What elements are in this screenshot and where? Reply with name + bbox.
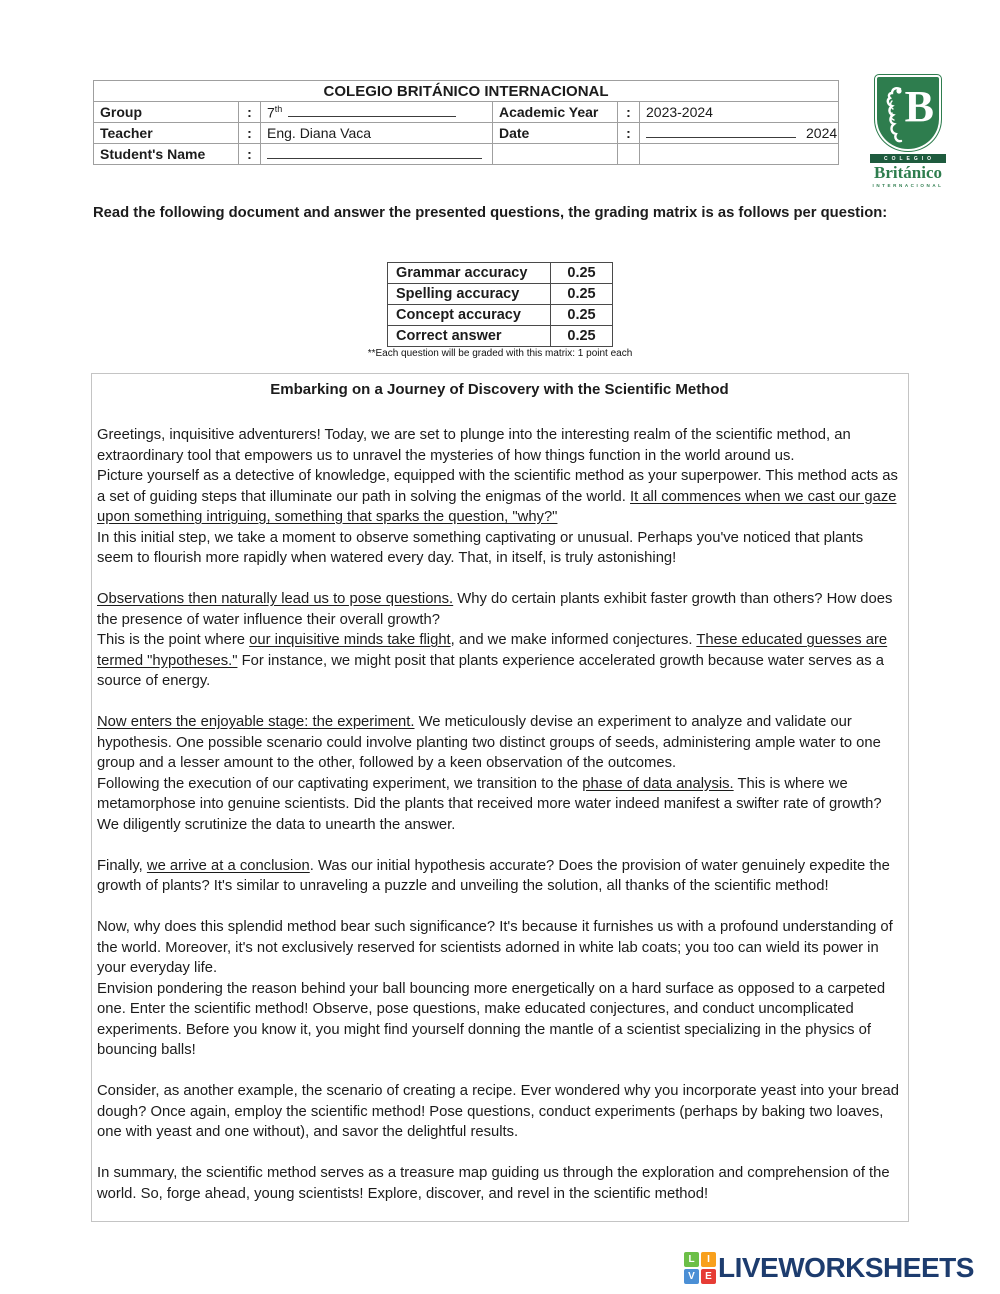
logo-letter-i: I bbox=[701, 1252, 716, 1267]
document-paragraph: In summary, the scientific method serves as a treasure map guiding us through the exploration and comprehension of the world. So, forge ahead, young scientists! Explore, discover, and revel in the scientific method! bbox=[97, 1165, 890, 1202]
logo-britanico-text: Británico bbox=[874, 163, 942, 182]
paragraph-gap bbox=[97, 692, 902, 713]
group-value bbox=[261, 102, 493, 123]
group-label: Group bbox=[94, 102, 239, 123]
document-paragraph: Greetings, inquisitive adventurers! Today, we are set to plunge into the interesting realm of the scientific method, an extraordinary tool that empowers us to unravel the mysteries of how things function in the world around us. bbox=[97, 427, 851, 464]
colon-separator: : bbox=[239, 144, 261, 165]
matrix-criterion: Concept accuracy bbox=[388, 305, 551, 326]
matrix-criterion: Correct answer bbox=[388, 326, 551, 347]
document-paragraph: Now enters the enjoyable stage: the experiment. We meticulously devise an experiment to analyze and validate our hypothesis. One possible scenario could involve planting two distinct groups of seeds, administering ample water to one group and a lesser amount to the other, followed by a keen observation of the outcomes. bbox=[97, 714, 881, 771]
date-blank-line bbox=[646, 125, 796, 138]
grading-matrix-section bbox=[0, 262, 1000, 359]
document-paragraph: Envision pondering the reason behind your ball bouncing more energetically on a hard surface as opposed to a carpeted one. Enter the scientific method! Observe, pose questions, make educated conjectures, and conduct uncomplicated experiments. Before you know it, you might find yourself donning the mantle of a scientist specializing in the physics of bouncing balls! bbox=[97, 980, 886, 1058]
document-paragraph: Consider, as another example, the scenario of creating a recipe. Ever wondered why you incorporate yeast into your bread dough? Once again, employ the scientific method! Pose questions, conduct experiments (perhaps by baking two loaves, one with yeast and one without), and savor the delightful results. bbox=[97, 1083, 899, 1140]
table-row bbox=[388, 284, 613, 305]
liveworksheets-logo[interactable] bbox=[684, 1252, 974, 1284]
academic-year-value: 2023-2024 bbox=[640, 102, 839, 123]
table-row bbox=[94, 102, 839, 123]
shield-letter: B bbox=[904, 82, 934, 131]
date-year: 2024 bbox=[806, 125, 838, 141]
student-name-label: Student's Name bbox=[94, 144, 239, 165]
group-ordinal-suffix: th bbox=[274, 103, 283, 114]
paragraph-gap bbox=[97, 835, 902, 856]
matrix-footnote: **Each question will be graded with this matrix: 1 point each bbox=[367, 348, 633, 359]
document-title: Embarking on a Journey of Discovery with the Scientific Method bbox=[270, 381, 729, 398]
paragraph-gap bbox=[97, 569, 902, 590]
document-paragraph: Observations then naturally lead us to pose questions. Why do certain plants exhibit faster growth than others? How does the presence of water influence their overall growth? bbox=[97, 591, 893, 628]
date-value bbox=[640, 123, 839, 144]
shield-icon bbox=[875, 75, 941, 151]
table-row bbox=[388, 263, 613, 284]
table-row bbox=[94, 123, 839, 144]
liveworksheets-wordmark: LIVEWORKSHEETS bbox=[718, 1252, 974, 1283]
teacher-label: Teacher bbox=[94, 123, 239, 144]
grading-matrix-table bbox=[387, 262, 613, 347]
table-row bbox=[94, 81, 839, 102]
colon-separator: : bbox=[618, 102, 640, 123]
paragraph-gap bbox=[97, 1061, 902, 1082]
matrix-value: 0.25 bbox=[551, 263, 613, 284]
document-paragraphs bbox=[97, 425, 902, 1204]
header-info-table bbox=[93, 80, 839, 165]
empty-cell bbox=[640, 144, 839, 165]
document-paragraph: In this initial step, we take a moment to observe something captivating or unusual. Perhaps you've noticed that plants seem to flourish more rapidly when watered every day. That, in itself, is truly astonishing! bbox=[97, 529, 864, 566]
paragraph-gap bbox=[97, 897, 902, 918]
document-paragraph: This is the point where our inquisitive minds take flight, and we make informed conjectures. These educated guesses are termed "hypotheses." For instance, we might posit that plants experience accelerated growth because water serves as a source of energy. bbox=[97, 632, 888, 689]
empty-cell bbox=[493, 144, 618, 165]
matrix-criterion: Grammar accuracy bbox=[388, 263, 551, 284]
logo-internacional-text: INTERNACIONAL bbox=[872, 182, 944, 188]
document-paragraph: Following the execution of our captivating experiment, we transition to the phase of data analysis. This is where we metamorphose into genuine scientists. Did the plants that received more water indeed manifest a swifter rate of growth? We diligently scrutinize the data to unearth the answer. bbox=[97, 775, 882, 833]
colon-separator: : bbox=[618, 123, 640, 144]
student-name-blank-line bbox=[267, 146, 482, 159]
empty-cell bbox=[618, 144, 640, 165]
matrix-value: 0.25 bbox=[551, 326, 613, 347]
colon-separator: : bbox=[239, 123, 261, 144]
document-body bbox=[91, 373, 909, 1222]
document-paragraph: Finally, we arrive at a conclusion. Was our initial hypothesis accurate? Does the provision of water genuinely expedite the growth of plants? It's similar to unraveling a puzzle and unveiling the solution, all thanks of the scientific method! bbox=[97, 857, 890, 894]
table-row bbox=[388, 305, 613, 326]
school-logo bbox=[866, 75, 950, 188]
table-row bbox=[388, 326, 613, 347]
matrix-criterion: Spelling accuracy bbox=[388, 284, 551, 305]
teacher-value: Eng. Diana Vaca bbox=[261, 123, 493, 144]
logo-letter-v: V bbox=[684, 1269, 699, 1284]
document-paragraph: Now, why does this splendid method bear such significance? It's because it furnishes us with a profound understanding of the world. Moreover, it's not exclusively reserved for scientists adorned in white lab coats; you too can wield its power in your everyday life. bbox=[97, 919, 893, 976]
date-label: Date bbox=[493, 123, 618, 144]
table-row bbox=[94, 144, 839, 165]
school-title: COLEGIO BRITÁNICO INTERNACIONAL bbox=[94, 81, 839, 102]
student-name-value bbox=[261, 144, 493, 165]
document-paragraph: Picture yourself as a detective of knowledge, equipped with the scientific method as your superpower. This method acts as a set of guiding steps that illuminate our path in solving the enigmas of the world. It all commences when we cast our gaze upon something intriguing, something that sparks the question, "why?" bbox=[97, 468, 898, 525]
paragraph-gap bbox=[97, 1143, 902, 1164]
instruction-text: Read the following document and answer the presented questions, the grading matrix is as follows per question: bbox=[93, 205, 888, 221]
matrix-value: 0.25 bbox=[551, 284, 613, 305]
colon-separator: : bbox=[239, 102, 261, 123]
logo-letter-e: E bbox=[701, 1269, 716, 1284]
group-number: 7 bbox=[267, 104, 275, 121]
group-blank-line bbox=[288, 104, 456, 117]
academic-year-label: Academic Year bbox=[493, 102, 618, 123]
liveworksheets-grid-icon bbox=[684, 1252, 716, 1284]
logo-letter-l: L bbox=[684, 1252, 699, 1267]
logo-colegio-band: COLEGIO bbox=[870, 154, 946, 163]
matrix-value: 0.25 bbox=[551, 305, 613, 326]
